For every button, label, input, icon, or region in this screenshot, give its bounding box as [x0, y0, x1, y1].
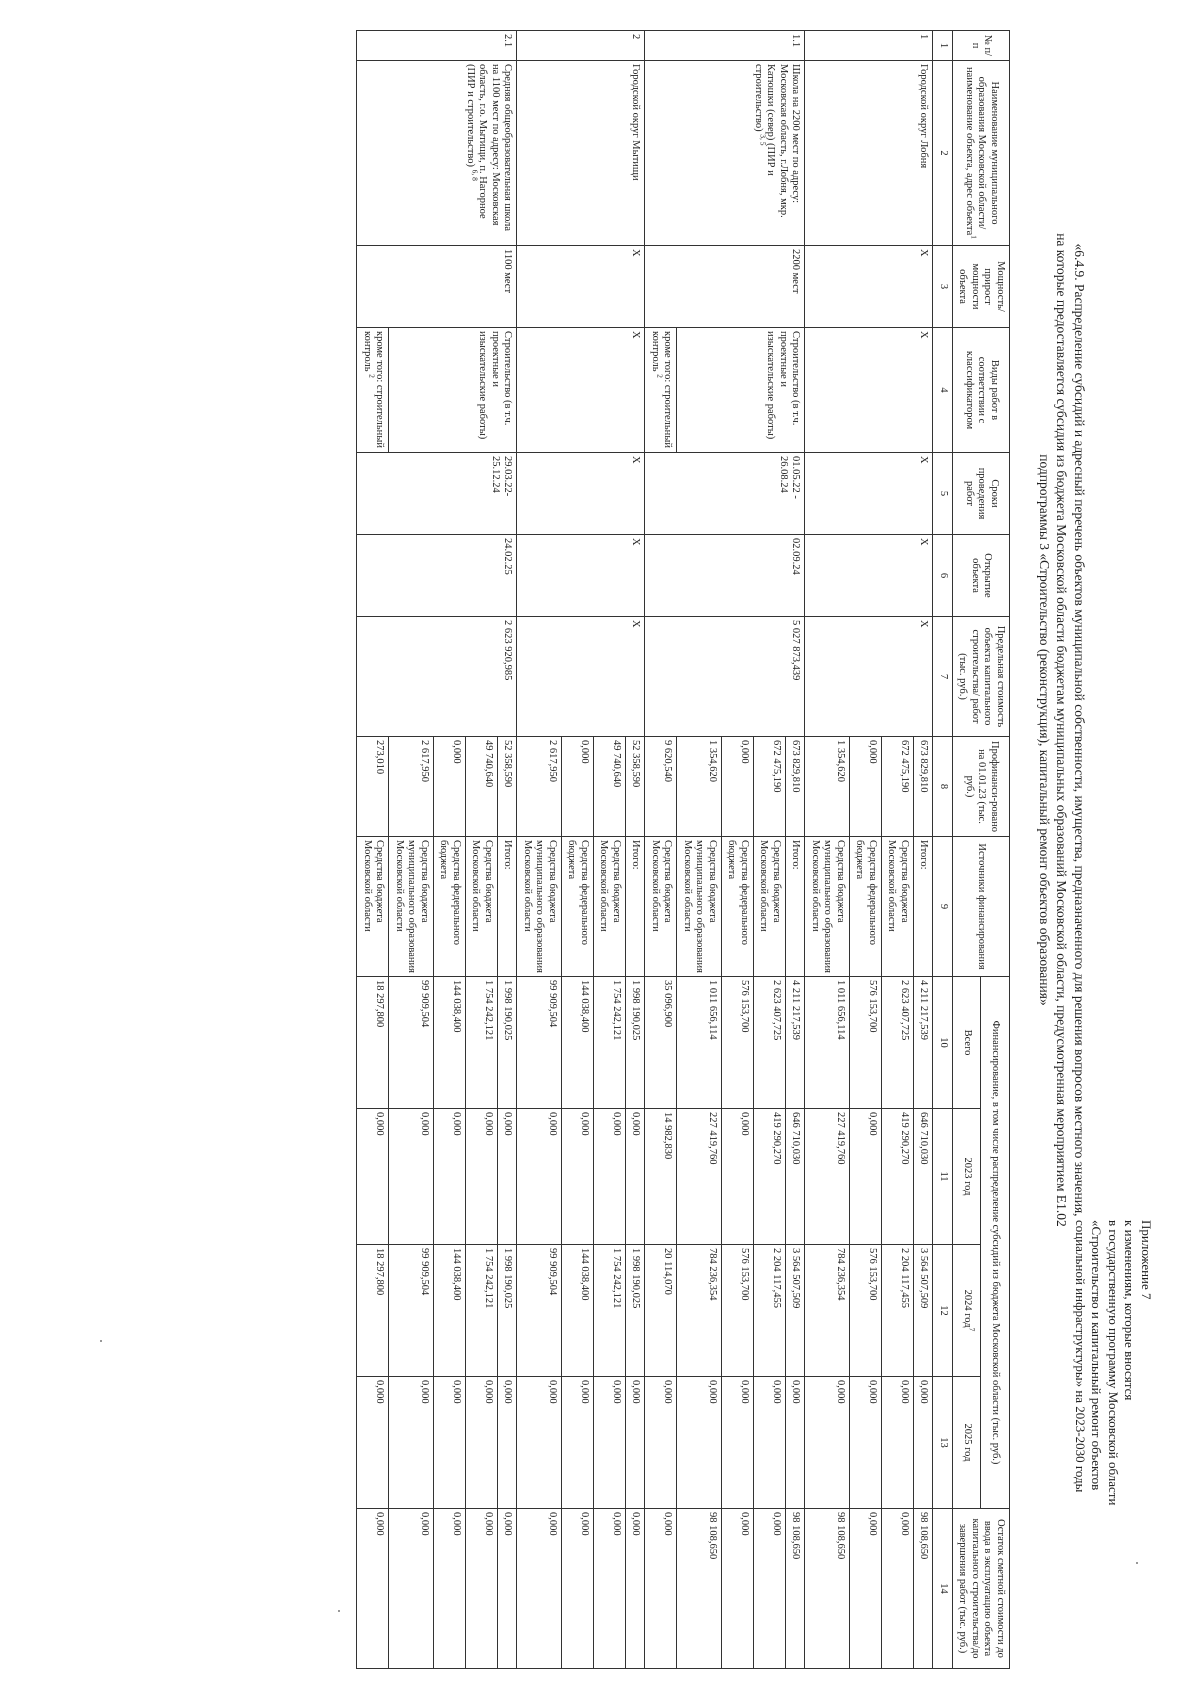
year-2025-value: 0,000 — [850, 1377, 882, 1509]
remaining-value: 0,000 — [466, 1509, 498, 1669]
financed-value: 49 740,640 — [466, 737, 498, 837]
column-number: 9 — [933, 837, 953, 977]
funding-source: Итого: — [914, 837, 934, 977]
remaining-value: 98 108,650 — [677, 1509, 722, 1669]
work-terms: 01.05.22 - 26.08.24 — [645, 453, 805, 535]
total-value: 4 211 217,539 — [914, 977, 934, 1109]
financed-value: 52 358,590 — [626, 737, 646, 837]
year-2025-value: 0,000 — [434, 1377, 466, 1509]
title-line: подпрограммы 3 «Строительство (реконструкция), капитальный ремонт объектов образования» — [1037, 454, 1052, 1006]
funding-source: Средства бюджета Московской области — [882, 837, 914, 977]
funding-source: Итого: — [626, 837, 646, 977]
year-2025-value: 0,000 — [645, 1377, 677, 1509]
year-2023-value: 0,000 — [850, 1109, 882, 1245]
title-line: «6.4.9. Распределение субсидий и адресный перечень объектов муниципальной собственности, имущества, предназначенного для решения вопросов местного значения, — [1072, 243, 1087, 1217]
work-terms: Х — [805, 453, 933, 535]
funding-source: Средства федерального бюджета — [434, 837, 466, 977]
appendix-line: к изменениям, которые вносятся — [1122, 1220, 1138, 1401]
opening-date: 24.02.25 — [357, 535, 517, 617]
col-financed-header: Профинанси-ровано на 01.01.23 (тыс. руб.) — [953, 737, 1010, 837]
year-2024-value: 1 998 190,025 — [498, 1245, 518, 1377]
total-value: 2 623 407,725 — [754, 977, 786, 1109]
year-2025-value: 0,000 — [626, 1377, 646, 1509]
appendix-line: «Строительство и капитальный ремонт объектов — [1089, 1220, 1105, 1491]
table-row — [914, 31, 934, 1669]
total-value: 1 011 656,114 — [805, 977, 850, 1109]
title-line: на которые предоставляется субсидия из бюджета Московской области бюджетам муниципальных образований Московской области, предусмотренная мероприятием E1.02 — [1054, 233, 1070, 1227]
opening-date: Х — [805, 535, 933, 617]
appendix-line: Приложение 7 — [1139, 1220, 1154, 1300]
column-number: 6 — [933, 535, 953, 617]
limit-cost: 2 623 920,985 — [357, 617, 517, 737]
funding-source: Средства федерального бюджета — [562, 837, 594, 977]
year-2025-value: 0,000 — [466, 1377, 498, 1509]
column-number: 1 — [933, 31, 953, 61]
year-2025-value: 0,000 — [722, 1377, 754, 1509]
scan-speck — [338, 1610, 340, 1612]
col-num-header: № п/п — [953, 31, 1010, 61]
funding-source: Средства федерального бюджета — [850, 837, 882, 977]
total-value: 144 038,400 — [562, 977, 594, 1109]
total-value: 4 211 217,539 — [786, 977, 806, 1109]
year-2023-value: 0,000 — [434, 1109, 466, 1245]
year-2025-value: 0,000 — [498, 1377, 518, 1509]
col-works-header: Виды работ в соответствии с классификатором — [953, 328, 1010, 453]
row-number: 1.1 — [645, 31, 805, 61]
table-row — [498, 31, 518, 1669]
column-number: 12 — [933, 1245, 953, 1377]
remaining-value: 98 108,650 — [805, 1509, 850, 1669]
total-value: 2 623 407,725 — [882, 977, 914, 1109]
funding-source: Средства федерального бюджета — [722, 837, 754, 977]
financed-value: 0,000 — [562, 737, 594, 837]
financed-value: 0,000 — [434, 737, 466, 837]
row-number: 2.1 — [357, 31, 517, 61]
municipality-name: Городской округ Лобня — [805, 61, 933, 246]
funding-source: Средства бюджета муниципального образования Московской области — [517, 837, 562, 977]
year-2023-value: 0,000 — [357, 1109, 389, 1245]
financed-value: 672 475,190 — [882, 737, 914, 837]
remaining-value: 0,000 — [645, 1509, 677, 1669]
year-2023-value: 0,000 — [594, 1109, 626, 1245]
column-number: 2 — [933, 61, 953, 246]
work-type: Строительство (в т.ч. проектные и изыскательские работы) — [677, 328, 805, 453]
total-value: 144 038,400 — [434, 977, 466, 1109]
funding-source: Итого: — [786, 837, 806, 977]
remaining-value: 0,000 — [517, 1509, 562, 1669]
total-value: 1 011 656,114 — [677, 977, 722, 1109]
capacity: Х — [805, 246, 933, 328]
year-2025-value: 0,000 — [805, 1377, 850, 1509]
capacity: 1100 мест — [357, 246, 517, 328]
year-2023-value: 0,000 — [722, 1109, 754, 1245]
scan-speck — [100, 1340, 102, 1342]
funding-source: Итого: — [498, 837, 518, 977]
year-2023-value: 419 290,270 — [754, 1109, 786, 1245]
col-total-header: Всего — [953, 977, 982, 1109]
object-name: Средняя общеобразовательная школа на 1100 мест по адресу: Московская область, г.о. Мытищи, п. Нагорное (ПИР и строительство) $^{6, 8}$ — [357, 61, 517, 246]
year-2023-value: 419 290,270 — [882, 1109, 914, 1245]
remaining-value: 0,000 — [850, 1509, 882, 1669]
total-value: 35 096,900 — [645, 977, 677, 1109]
financed-value: 49 740,640 — [594, 737, 626, 837]
column-number: 13 — [933, 1377, 953, 1509]
col-2024-header: 2024 год$^7$ — [953, 1245, 982, 1377]
column-number: 5 — [933, 453, 953, 535]
year-2024-value: 3 564 507,509 — [786, 1245, 806, 1377]
total-value: 576 153,700 — [850, 977, 882, 1109]
work-type-control: кроме того: строительный контроль $^2$ — [357, 328, 389, 453]
total-value: 1 754 242,121 — [594, 977, 626, 1109]
financed-value: 673 829,810 — [914, 737, 934, 837]
col-opening-header: Открытие объекта — [953, 535, 1010, 617]
work-type-control: кроме того: строительный контроль $^2$ — [645, 328, 677, 453]
remaining-value: 0,000 — [434, 1509, 466, 1669]
remaining-value: 0,000 — [357, 1509, 389, 1669]
row-number: 1 — [805, 31, 933, 61]
year-2024-value: 99 909,504 — [389, 1245, 434, 1377]
table-row — [626, 31, 646, 1669]
column-number: 4 — [933, 328, 953, 453]
work-type: Строительство (в т.ч. проектные и изыскательские работы) — [389, 328, 517, 453]
remaining-value: 0,000 — [754, 1509, 786, 1669]
year-2025-value: 0,000 — [914, 1377, 934, 1509]
remaining-value: 98 108,650 — [914, 1509, 934, 1669]
financed-value: 673 829,810 — [786, 737, 806, 837]
total-value: 99 909,504 — [517, 977, 562, 1109]
limit-cost: Х — [517, 617, 645, 737]
year-2025-value: 0,000 — [389, 1377, 434, 1509]
column-number: 8 — [933, 737, 953, 837]
object-name: Школа на 2200 мест по адресу: Московская область, г.Лобня, мкр. Катюшки (север) (ПИР и строительство) $^{3, 5}$ — [645, 61, 805, 246]
funding-source: Средства бюджета Московской области — [594, 837, 626, 977]
work-terms: Х — [517, 453, 645, 535]
col-terms-header: Сроки проведения работ — [953, 453, 1010, 535]
remaining-value: 0,000 — [722, 1509, 754, 1669]
financed-value: 672 475,190 — [754, 737, 786, 837]
financed-value: 2 617,950 — [517, 737, 562, 837]
financed-value: 9 620,540 — [645, 737, 677, 837]
year-2023-value: 646 710,030 — [914, 1109, 934, 1245]
funding-source: Средства бюджета муниципального образования Московской области — [677, 837, 722, 977]
year-2024-value: 1 998 190,025 — [626, 1245, 646, 1377]
funding-source: Средства бюджета Московской области — [754, 837, 786, 977]
col-2025-header: 2025 год — [953, 1377, 982, 1509]
year-2025-value: 0,000 — [882, 1377, 914, 1509]
year-2023-value: 0,000 — [389, 1109, 434, 1245]
capacity: 2200 мест — [645, 246, 805, 328]
municipality-name: Городской округ Мытищи — [517, 61, 645, 246]
work-type: Х — [517, 328, 645, 453]
financed-value: 0,000 — [722, 737, 754, 837]
year-2024-value: 2 204 117,455 — [754, 1245, 786, 1377]
subsidy-table — [357, 30, 1011, 1669]
year-2025-value: 0,000 — [562, 1377, 594, 1509]
year-2024-value: 3 564 507,509 — [914, 1245, 934, 1377]
year-2024-value: 144 038,400 — [434, 1245, 466, 1377]
header-row — [981, 31, 1010, 1669]
document-title — [1036, 140, 1089, 1320]
year-2024-value: 1 754 242,121 — [466, 1245, 498, 1377]
year-2024-value: 2 204 117,455 — [882, 1245, 914, 1377]
col-name-header: Наименование муниципального образования Московской области/ наименование объекта, адрес объекта$^1$ — [953, 61, 1010, 246]
limit-cost: Х — [805, 617, 933, 737]
remaining-value: 0,000 — [389, 1509, 434, 1669]
col-sources-header: Источники финансирования — [953, 837, 1010, 977]
funding-source: Средства бюджета Московской области — [645, 837, 677, 977]
year-2025-value: 0,000 — [754, 1377, 786, 1509]
funding-source: Средства бюджета Московской области — [357, 837, 389, 977]
work-type: Х — [805, 328, 933, 453]
year-2024-value: 18 297,800 — [357, 1245, 389, 1377]
capacity: Х — [517, 246, 645, 328]
column-number: 7 — [933, 617, 953, 737]
funding-source: Средства бюджета Московской области — [466, 837, 498, 977]
year-2025-value: 0,000 — [594, 1377, 626, 1509]
column-number: 10 — [933, 977, 953, 1109]
opening-date: Х — [517, 535, 645, 617]
year-2025-value: 0,000 — [677, 1377, 722, 1509]
total-value: 1 998 190,025 — [498, 977, 518, 1109]
appendix-line: социальной инфраструктуры» на 2023-2030 годы — [1073, 1220, 1088, 1493]
remaining-value: 0,000 — [594, 1509, 626, 1669]
funding-source: Средства бюджета муниципального образования Московской области — [805, 837, 850, 977]
row-number: 2 — [517, 31, 645, 61]
column-number: 3 — [933, 246, 953, 328]
financed-value: 52 358,590 — [498, 737, 518, 837]
year-2023-value: 0,000 — [498, 1109, 518, 1245]
year-2023-value: 0,000 — [626, 1109, 646, 1245]
remaining-value: 0,000 — [626, 1509, 646, 1669]
col-capacity-header: Мощность/ прирост мощности объекта — [953, 246, 1010, 328]
col-financing-header: Финансирование, в том числе распределение субсидий из бюджета Московской области (тыс. руб.) — [981, 977, 1010, 1509]
funding-source: Средства бюджета муниципального образования Московской области — [389, 837, 434, 977]
year-2023-value: 0,000 — [517, 1109, 562, 1245]
year-2024-value: 1 754 242,121 — [594, 1245, 626, 1377]
total-value: 18 297,800 — [357, 977, 389, 1109]
column-numbers-row — [933, 31, 953, 1669]
year-2024-value: 784 236,354 — [805, 1245, 850, 1377]
year-2024-value: 99 909,504 — [517, 1245, 562, 1377]
work-terms: 29.03.22-25.12.24 — [357, 453, 517, 535]
remaining-value: 0,000 — [562, 1509, 594, 1669]
col-2023-header: 2023 год — [953, 1109, 982, 1245]
year-2023-value: 646 710,030 — [786, 1109, 806, 1245]
remaining-value: 98 108,650 — [786, 1509, 806, 1669]
total-value: 99 909,504 — [389, 977, 434, 1109]
financed-value: 1 354,620 — [805, 737, 850, 837]
limit-cost: 5 027 873,439 — [645, 617, 805, 737]
financed-value: 0,000 — [850, 737, 882, 837]
year-2023-value: 0,000 — [562, 1109, 594, 1245]
year-2024-value: 784 236,354 — [677, 1245, 722, 1377]
table-row — [786, 31, 806, 1669]
year-2023-value: 14 982,830 — [645, 1109, 677, 1245]
opening-date: 02.09.24 — [645, 535, 805, 617]
total-value: 1 998 190,025 — [626, 977, 646, 1109]
column-number: 11 — [933, 1109, 953, 1245]
remaining-value: 0,000 — [498, 1509, 518, 1669]
appendix-line: в государственную программу Московской области — [1106, 1220, 1121, 1506]
total-value: 1 754 242,121 — [466, 977, 498, 1109]
year-2023-value: 227 419,760 — [805, 1109, 850, 1245]
year-2025-value: 0,000 — [786, 1377, 806, 1509]
col-remaining-header: Остаток сметной стоимости до ввода в эксплуатацию объекта капитального строительства/до завершения работ (тыс. руб.) — [953, 1509, 1010, 1669]
year-2025-value: 0,000 — [357, 1377, 389, 1509]
total-value: 576 153,700 — [722, 977, 754, 1109]
year-2024-value: 576 153,700 — [850, 1245, 882, 1377]
year-2024-value: 20 114,070 — [645, 1245, 677, 1377]
year-2023-value: 0,000 — [466, 1109, 498, 1245]
year-2024-value: 144 038,400 — [562, 1245, 594, 1377]
financed-value: 1 354,620 — [677, 737, 722, 837]
year-2025-value: 0,000 — [517, 1377, 562, 1509]
remaining-value: 0,000 — [882, 1509, 914, 1669]
year-2024-value: 576 153,700 — [722, 1245, 754, 1377]
financed-value: 273,010 — [357, 737, 389, 837]
financed-value: 2 617,950 — [389, 737, 434, 837]
column-number: 14 — [933, 1509, 953, 1669]
year-2023-value: 227 419,760 — [677, 1109, 722, 1245]
col-limit-cost-header: Предельная стоимость объекта капитального строительства/ работ (тыс. руб.) — [953, 617, 1010, 737]
scan-speck — [1136, 1562, 1138, 1564]
